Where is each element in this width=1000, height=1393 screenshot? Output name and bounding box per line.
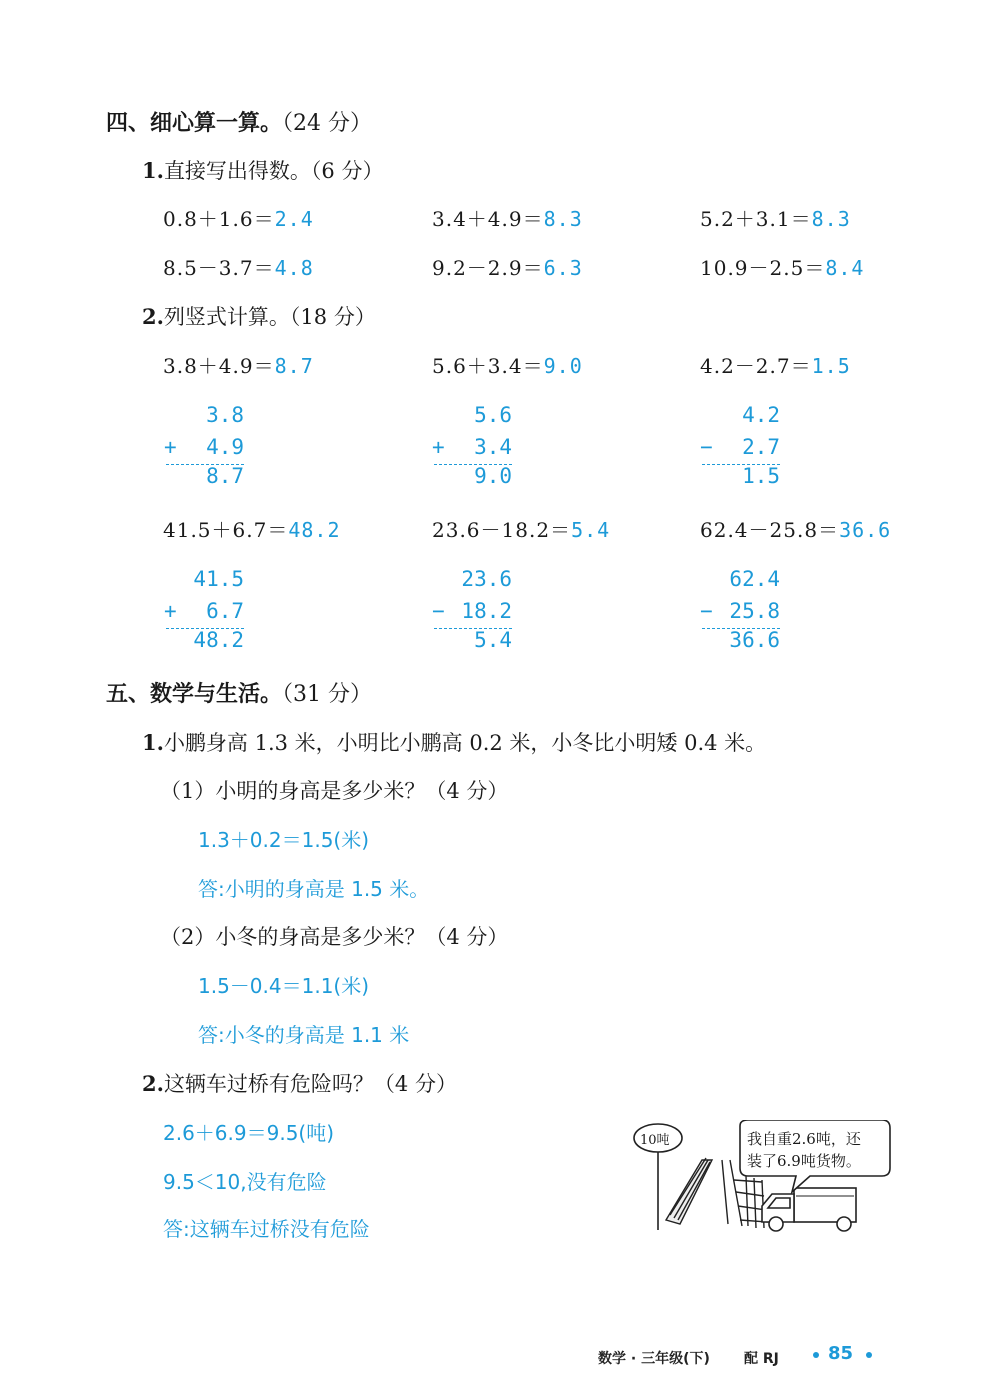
oral-item	[163, 203, 314, 232]
vertical-calc	[432, 567, 512, 657]
calc-operator: +	[164, 599, 177, 623]
q5-2-compare: 9.5＜10,没有危险	[163, 1170, 327, 1194]
calc-operator: −	[432, 599, 445, 623]
vertical-calc	[164, 403, 244, 493]
expr-answer: 1.5	[811, 354, 851, 378]
page-dot-right	[866, 1352, 872, 1358]
vertical-item-expr	[163, 514, 341, 543]
expr-text: 23.6－18.2＝	[432, 518, 572, 542]
vertical-calc	[164, 567, 244, 657]
oral-answer: 8.4	[825, 256, 865, 280]
oral-answer: 8.3	[811, 207, 851, 231]
vertical-calc	[700, 403, 780, 493]
oral-expr: 9.2－2.9＝	[432, 256, 544, 280]
oral-item	[700, 203, 851, 232]
vertical-item-expr	[163, 350, 314, 379]
calc-bottom: 6.7	[206, 599, 244, 623]
expr-text: 5.6＋3.4＝	[432, 354, 544, 378]
section5-title: 五、数学与生活。	[106, 681, 283, 707]
bubble-line-2: 装了6.9吨货物。	[747, 1152, 861, 1170]
q5-1-text: 小鹏身高 1.3 米，小明比小鹏高 0.2 米，小冬比小明矮 0.4 米。	[163, 731, 767, 755]
expr-text: 62.4－25.8＝	[700, 518, 840, 542]
oral-answer: 2.4	[274, 207, 314, 231]
q4-1-number: 1.	[142, 158, 164, 183]
vertical-item-expr	[432, 514, 610, 543]
calc-top: 62.4	[729, 567, 780, 591]
oral-item	[163, 252, 314, 281]
q4-2-heading	[142, 301, 376, 331]
q4-1-text: 直接写出得数。（6 分）	[163, 159, 384, 183]
q5-1-sub1-calc: 1.3＋0.2＝1.5(米)	[198, 828, 370, 852]
expr-text: 41.5＋6.7＝	[163, 518, 289, 542]
expr-answer: 8.7	[274, 354, 314, 378]
q5-2-text: 这辆车过桥有危险吗？（4 分）	[163, 1072, 457, 1096]
q4-2-text: 列竖式计算。（18 分）	[163, 305, 376, 329]
oral-item	[700, 252, 864, 281]
calc-result: 48.2	[193, 628, 244, 652]
q5-2-calc: 2.6＋6.9＝9.5(吨)	[163, 1121, 335, 1145]
calc-top: 23.6	[461, 567, 512, 591]
vertical-item-expr	[432, 350, 583, 379]
page-dot-left	[813, 1352, 819, 1358]
q5-1-sub1-answer: 答:小明的身高是 1.5 米。	[198, 877, 430, 901]
vertical-item-expr	[700, 514, 891, 543]
calc-top: 5.6	[474, 403, 512, 427]
speech-bubble-text	[747, 1128, 861, 1172]
oral-item	[432, 203, 583, 232]
calc-bottom: 18.2	[461, 599, 512, 623]
calc-top: 41.5	[193, 567, 244, 591]
q5-2-heading	[142, 1068, 457, 1098]
expr-text: 3.8＋4.9＝	[163, 354, 275, 378]
section4-title: 四、细心算一算。	[106, 110, 283, 136]
oral-answer: 4.8	[274, 256, 314, 280]
oral-expr: 10.9－2.5＝	[700, 256, 826, 280]
calc-operator: −	[700, 599, 713, 623]
weight-limit-text: 10吨	[640, 1133, 670, 1148]
calc-bottom: 25.8	[729, 599, 780, 623]
expr-text: 4.2－2.7＝	[700, 354, 812, 378]
oral-expr: 3.4＋4.9＝	[432, 207, 544, 231]
q5-1-number: 1.	[142, 730, 164, 755]
vertical-item-expr	[700, 350, 851, 379]
expr-answer: 48.2	[288, 518, 341, 542]
oral-expr: 5.2＋3.1＝	[700, 207, 812, 231]
q5-2-answer: 答:这辆车过桥没有危险	[163, 1217, 370, 1241]
section5-points: （31 分）	[282, 682, 373, 707]
q5-1-sub2-question: （2）小冬的身高是多少米？（4 分）	[160, 925, 509, 949]
page-number: 85	[828, 1343, 854, 1364]
calc-bottom: 2.7	[742, 435, 780, 459]
oral-expr: 0.8＋1.6＝	[163, 207, 275, 231]
q5-1-sub2-calc: 1.5－0.4＝1.1(米)	[198, 974, 370, 998]
expr-answer: 36.6	[839, 518, 892, 542]
q4-2-number: 2.	[142, 304, 164, 329]
footer-subject: 数学 · 三年级(下)	[598, 1351, 710, 1367]
bubble-line-1: 我自重2.6吨，还	[747, 1130, 861, 1148]
footer-edition: 配 RJ	[744, 1351, 779, 1367]
q4-1-heading	[142, 155, 383, 185]
calc-operator: −	[700, 435, 713, 459]
q5-1-sub2-answer: 答:小冬的身高是 1.1 米	[198, 1023, 410, 1047]
q5-1-sub1-question: （1）小明的身高是多少米？（4 分）	[160, 779, 509, 803]
oral-item	[432, 252, 583, 281]
section4-heading	[106, 106, 372, 137]
calc-result: 5.4	[474, 628, 512, 652]
oral-answer: 8.3	[543, 207, 583, 231]
calc-result: 36.6	[729, 628, 780, 652]
vertical-calc	[432, 403, 512, 493]
vertical-calc	[700, 567, 780, 657]
calc-bottom: 4.9	[206, 435, 244, 459]
truck-icon	[762, 1188, 856, 1231]
q5-2-number: 2.	[142, 1071, 164, 1096]
calc-top: 4.2	[742, 403, 780, 427]
expr-answer: 5.4	[571, 518, 611, 542]
calc-result: 1.5	[742, 464, 780, 488]
section5-heading	[106, 677, 372, 708]
oral-expr: 8.5－3.7＝	[163, 256, 275, 280]
calc-bottom: 3.4	[474, 435, 512, 459]
calc-top: 3.8	[206, 403, 244, 427]
expr-answer: 9.0	[543, 354, 583, 378]
calc-result: 8.7	[206, 464, 244, 488]
calc-operator: +	[432, 435, 445, 459]
calc-result: 9.0	[474, 464, 512, 488]
oral-answer: 6.3	[543, 256, 583, 280]
q5-1-heading	[142, 727, 766, 757]
section4-points: （24 分）	[282, 111, 373, 136]
calc-operator: +	[164, 435, 177, 459]
